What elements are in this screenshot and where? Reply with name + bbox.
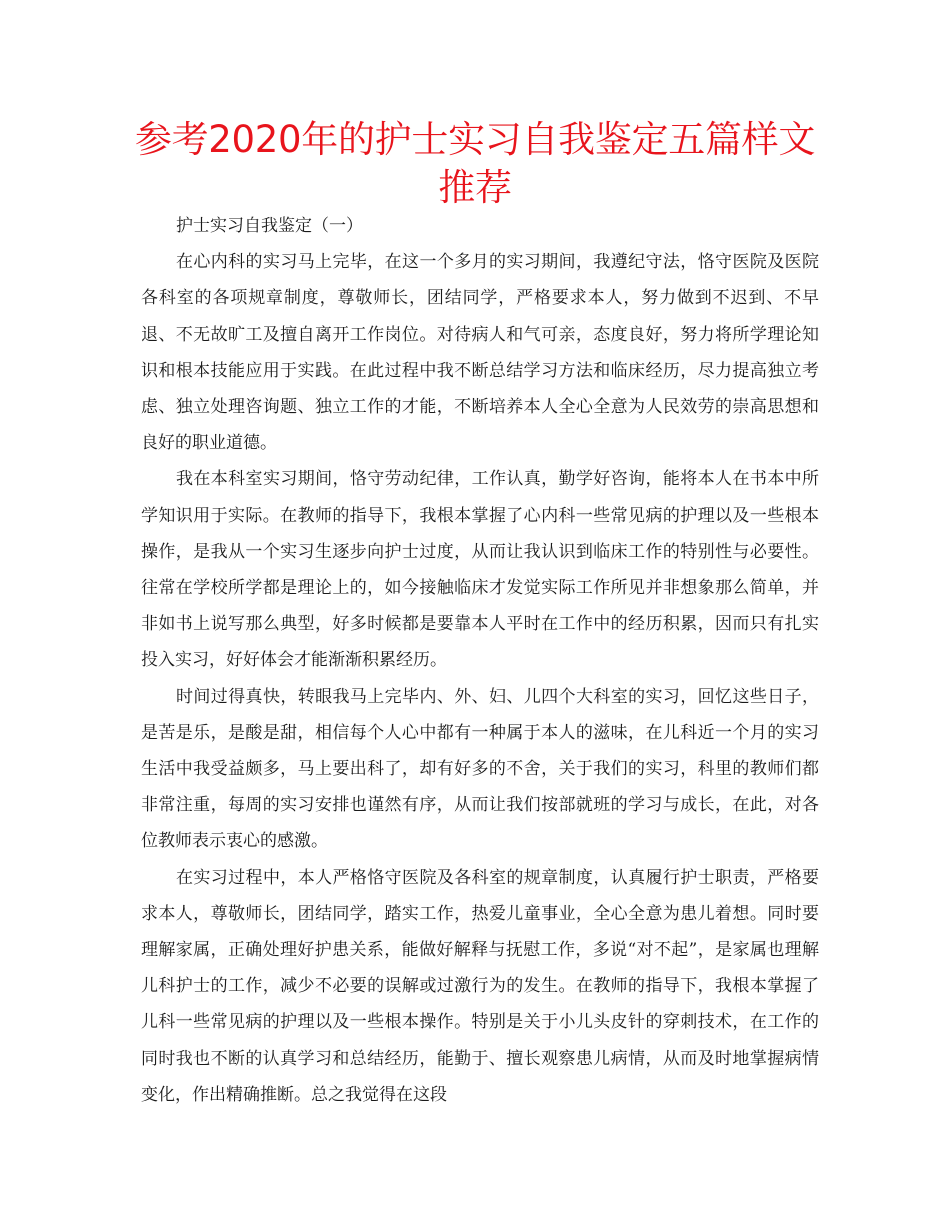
paragraph: 我在本科室实习期间，恪守劳动纪律，工作认真，勤学好咨询，能将本人在书本中所学知识用于实际。在教师的指导下，我根本掌握了心内科一些常见病的护理以及一些根本操作，是我从一个实习生逐步向护士过度，从而让我认识到临床工作的特别性与必要性。往常在学校所学都是理论上的，如今接触临床才发觉实际工作所见并非想象那么简单，并非如书上说写那么典型，好多时候都是要靠本人平时在工作中的经历积累，因而只有扎实投入实习，好好体会才能渐渐积累经历。: [141, 469, 819, 671]
document-body: [141, 208, 819, 1113]
paragraph: 在实习过程中，本人严格恪守医院及各科室的规章制度，认真履行护士职责，严格要求本人，尊敬师长，团结同学，踏实工作，热爱儿童事业，全心全意为患儿着想。同时要理解家属，正确处理好护患关系，能做好解释与抚慰工作，多说“对不起”，是家属也理解儿科护士的工作，减少不必要的误解或过激行为的发生。在教师的指导下，我根本掌握了儿科一些常见病的护理以及一些根本操作。特别是关于小儿头皮针的穿刺技术，在工作的同时我也不断的认真学习和总结经历，能勤于、擅长观察患儿病情，从而及时地掌握病情变化，作出精确推断。总之我觉得在这段: [141, 867, 819, 1105]
paragraph: 在心内科的实习马上完毕，在这一个多月的实习期间，我遵纪守法，恪守医院及医院各科室的各项规章制度，尊敬师长，团结同学，严格要求本人，努力做到不迟到、不早退、不无故旷工及擅自离开工作岗位。对待病人和气可亲，态度良好，努力将所学理论知识和根本技能应用于实践。在此过程中我不断总结学习方法和临床经历，尽力提高独立考虑、独立处理咨询题、独立工作的才能，不断培养本人全心全意为人民效劳的崇高思想和良好的职业道德。: [141, 252, 819, 454]
document-title: 参考2020年的护士实习自我鉴定五篇样文推荐: [134, 118, 816, 209]
section-heading: 护士实习自我鉴定（一）: [176, 216, 363, 236]
paragraph: 时间过得真快，转眼我马上完毕内、外、妇、儿四个大科室的实习，回忆这些日子，是苦是乐，是酸是甜，相信每个人心中都有一种属于本人的滋味，在儿科近一个月的实习生活中我受益颇多，马上要出科了，却有好多的不舍，关于我们的实习，科里的教师们都非常注重，每周的实习安排也谨然有序，从而让我们按部就班的学习与成长，在此，对各位教师表示衷心的感激。: [141, 686, 819, 852]
